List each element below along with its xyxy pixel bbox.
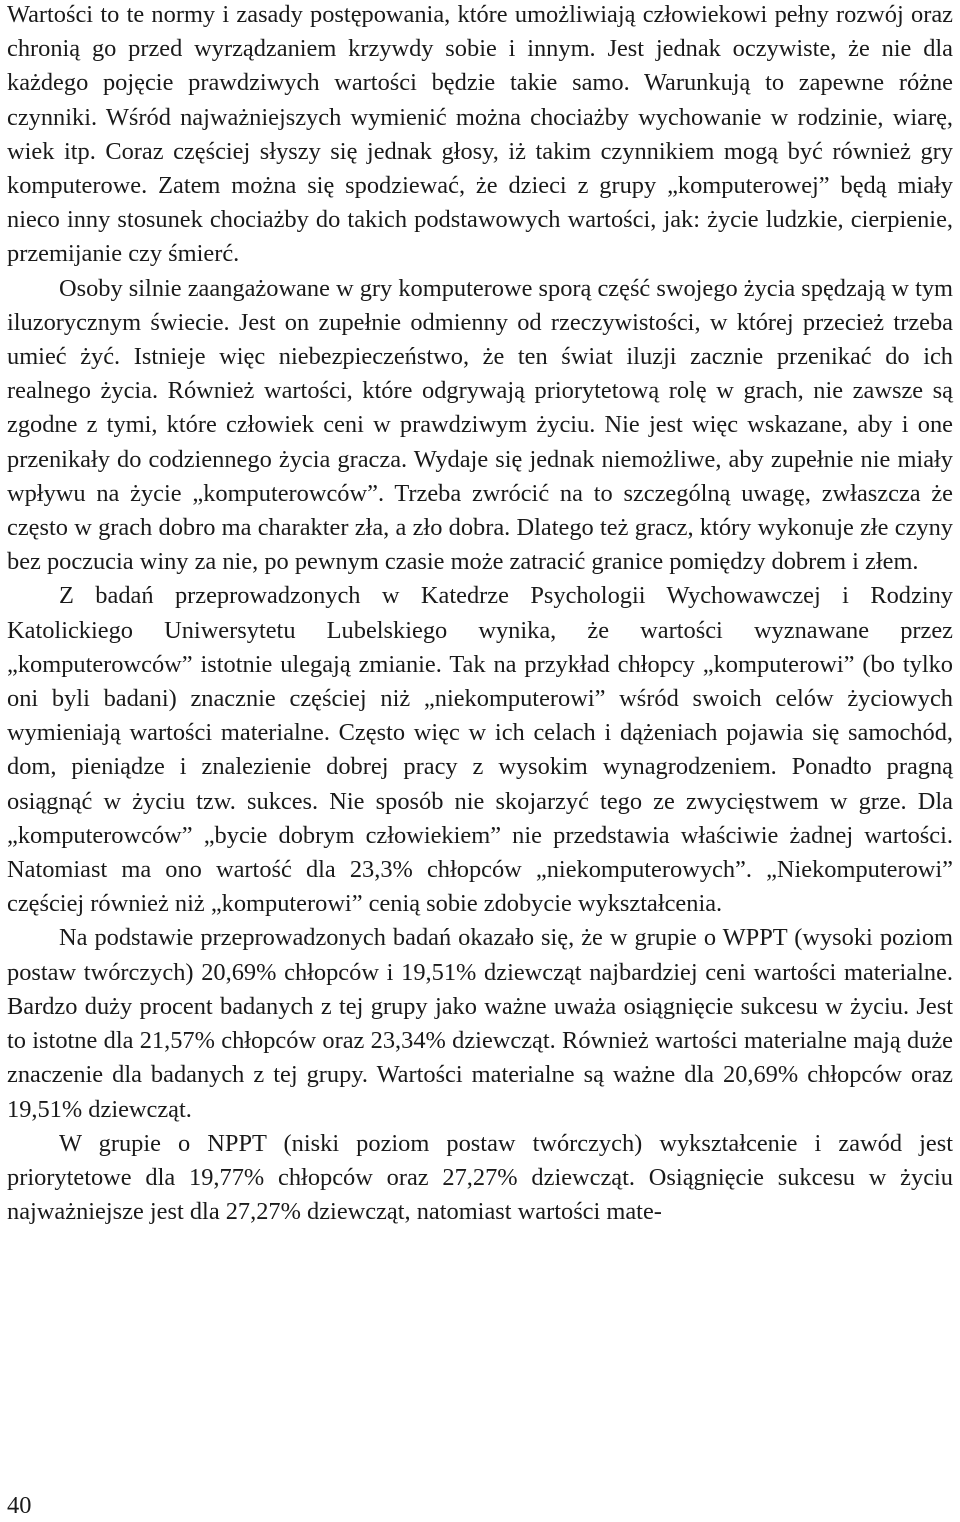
paragraph-5: W grupie o NPPT (niski poziom postaw twórczych) wykształcenie i zawód jest priorytetowe dla 19,77% chłopców oraz 27,27% dziewcząt. Osiągnięcie sukcesu w życiu najważniejsze jest dla 27,27% dziewcząt, natomiast wartości mate-: [7, 1129, 953, 1226]
page-number: 40: [7, 1492, 32, 1519]
paragraph-4: Na podstawie przeprowadzonych badań okazało się, że w grupie o WPPT (wysoki poziom postaw twórczych) 20,69% chłopców i 19,51% dziewcząt najbardziej ceni wartości materialne. Bardzo duży procent badanych z tej grupy jako ważne uważa osiągnięcie sukcesu w życiu. Jest to istotne dla 21,57% chłopców oraz 23,34% dziewcząt. Również wartości materialne mają duże znaczenie dla badanych z tej grupy. Wartości materialne są ważne dla 20,69% chłopców oraz 19,51% dziewcząt.: [7, 924, 953, 1123]
paragraph-2: Osoby silnie zaangażowane w gry komputerowe sporą część swojego życia spędzają w tym iluzorycznym świecie. Jest on zupełnie odmienny od rzeczywistości, w której przecież trzeba umieć żyć. Istnieje więc niebezpieczeństwo, że ten świat iluzji zacznie przenikać do ich realnego życia. Również wartości, które odgrywają priorytetową rolę w grach, nie zawsze są zgodne z tymi, które człowiek ceni w prawdziwym życiu. Nie jest więc wskazane, aby i one przenikały do codziennego życia gracza. Wydaje się jednak niemożliwe, aby zupełnie nie miały wpływu na życie „komputerowców”. Trzeba zwrócić na to szczególną uwagę, zwłaszcza że często w grach dobro ma charakter zła, a zło dobra. Dlatego też gracz, który wykonuje złe czyny bez poczucia winy za nie, po pewnym czasie może zatracić granice pomiędzy dobrem i złem.: [7, 274, 954, 576]
paragraph-3: Z badań przeprowadzonych w Katedrze Psychologii Wychowawczej i Rodziny Katolickiego Uniwersytetu Lubelskiego wynika, że wartości wyznawane przez „komputerowców” istotnie ulegają zmianie. Tak na przykład chłopcy „komputerowi” (bo tylko oni byli badani) znacznie częściej niż „niekomputerowi” wśród swoich celów życiowych wymieniają wartości materialne. Często więc w ich celach i dążeniach pojawia się samochód, dom, pieniądze i znalezienie dobrej pracy z wysokim wynagrodzeniem. Ponadto pragną osiągnąć w życiu tzw. sukces. Nie sposób nie skojarzyć tego ze zwycięstwem w grze. Dla „komputerowców” „bycie dobrym człowiekiem” nie przedstawia właściwie żadnej wartości. Natomiast ma ono wartość dla 23,3% chłopców „niekomputerowych”. „Niekomputerowi” częściej również niż „komputerowi” cenią sobie zdobycie wykształcenia.: [7, 582, 953, 918]
paragraph-1: Wartości to te normy i zasady postępowania, które umożliwiają człowiekowi pełny rozwój oraz chronią go przed wyrządzaniem krzywdy sobie i innym. Jest jednak oczywiste, że nie dla każdego pojęcie prawdziwych wartości będzie takie samo. Warunkują to zapewne różne czynniki. Wśród najważniejszych wymienić można chociażby wychowanie w rodzinie, wiarę, wiek itp. Coraz częściej słyszy się jednak głosy, iż takim czynnikiem mogą być również gry komputerowe. Zatem można się spodziewać, że dzieci z grupy „komputerowej” będą miały nieco inny stosunek chociażby do takich podstawowych wartości, jak: życie ludzkie, cierpienie, przemijanie czy śmierć.: [7, 1, 953, 268]
document-page: [7, 0, 953, 1229]
